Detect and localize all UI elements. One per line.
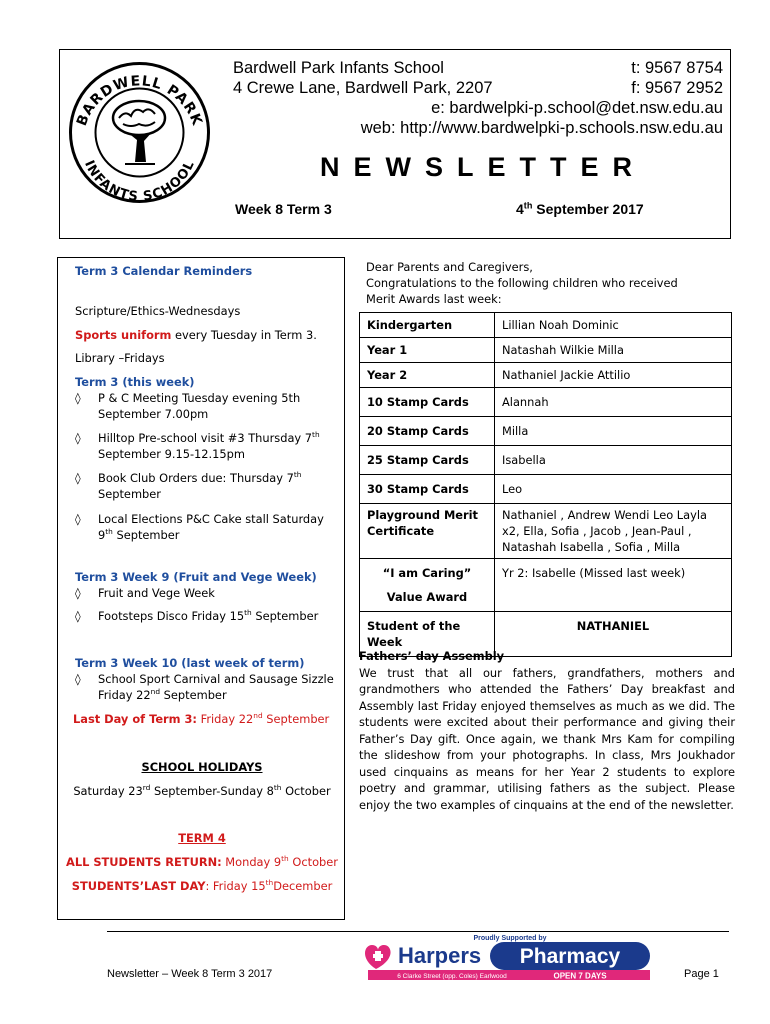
congrats: Congratulations to the following children who received Merit Awards last week: (366, 276, 678, 306)
school-address: 4 Crewe Lane, Bardwell Park, 2207 (233, 79, 493, 97)
award-recipients: Isabella (495, 446, 732, 475)
table-row (360, 504, 732, 559)
award-recipients: Alannah (495, 388, 732, 417)
reminder-item: School Sport Carnival and Sausage Sizzle Friday 22nd September (98, 672, 334, 702)
award-category: Year 1 (360, 338, 495, 363)
table-row (360, 313, 732, 338)
sponsor-tagline: Proudly Supported by (473, 935, 547, 942)
diamond-bullet-icon: ◊ (75, 431, 81, 445)
reminder-item: Book Club Orders due: Thursday 7th September (98, 470, 302, 501)
diamond-bullet-icon: ◊ (75, 512, 81, 526)
school-fax: f: 9567 2952 (631, 79, 723, 97)
table-row (360, 338, 732, 363)
award-recipients: Lillian Noah Dominic (495, 313, 732, 338)
students-last-day: STUDENTS’LAST DAY: Friday 15thDecember (71, 878, 333, 893)
school-phone: t: 9567 8754 (631, 59, 723, 77)
school-email[interactable]: e: bardwelpki-p.school@det.nsw.edu.au (431, 99, 723, 117)
award-category: Kindergarten (360, 313, 495, 338)
holidays-dates: Saturday 23rd September-Sunday 8th October (73, 783, 331, 798)
footer-label: Newsletter – Week 8 Term 3 2017 (107, 968, 273, 980)
logo-bottom-text: INFANTS SCHOOL (81, 158, 198, 205)
merit-awards-table (359, 312, 732, 657)
issue-date: 4th September 2017 (516, 200, 644, 217)
article-title: Fathers’ day Assembly (359, 649, 505, 663)
week-term: Week 8 Term 3 (235, 201, 332, 217)
library-note: Library –Fridays (75, 351, 165, 365)
page-number: Page 1 (684, 968, 719, 980)
newsletter-title: NEWSLETTER (320, 152, 646, 182)
award-category: 25 Stamp Cards (360, 446, 495, 475)
week10-heading: Term 3 Week 10 (last week of term) (75, 656, 305, 670)
sponsor-address: 6 Clarke Street (opp. Coles) Earlwood (397, 973, 507, 980)
sponsor-name-2: Pharmacy (519, 945, 621, 968)
school-name: Bardwell Park Infants School (233, 59, 444, 77)
award-category: Student of the Week (360, 612, 495, 657)
award-category: Year 2 (360, 363, 495, 388)
award-category: 20 Stamp Cards (360, 417, 495, 446)
school-web[interactable]: web: http://www.bardwelpki-p.schools.nsw.edu.au (360, 119, 723, 137)
logo-top-text: BARDWELL PARK (73, 73, 206, 129)
award-recipients: Nathaniel , Andrew Wendi Leo Layla x2, Ella, Sofia , Jacob , Jean-Paul , Natashah Isabella , Sofia , Milla (495, 504, 732, 559)
sponsor-name-1: Harpers (398, 943, 482, 968)
award-category-line: “I am Caring” (382, 566, 472, 580)
greeting: Dear Parents and Caregivers, (366, 260, 533, 274)
this-week-heading: Term 3 (this week) (75, 375, 195, 389)
award-recipients: Nathaniel Jackie Attilio (495, 363, 732, 388)
sponsor-open: OPEN 7 DAYS (553, 971, 607, 981)
diamond-bullet-icon: ◊ (75, 471, 81, 485)
school-contact (233, 58, 723, 138)
reminders-heading: Term 3 Calendar Reminders (75, 264, 253, 278)
award-category-line: Value Award (386, 590, 468, 604)
diamond-bullet-icon: ◊ (75, 609, 81, 623)
award-recipients: Milla (495, 417, 732, 446)
table-row (360, 363, 732, 388)
award-recipients: Yr 2: Isabelle (Missed last week) (495, 559, 732, 612)
diamond-bullet-icon: ◊ (75, 672, 81, 686)
table-row (360, 417, 732, 446)
table-row (360, 446, 732, 475)
week9-heading: Term 3 Week 9 (Fruit and Vege Week) (75, 570, 317, 584)
calendar-reminders-box (57, 257, 345, 920)
scripture-note: Scripture/Ethics-Wednesdays (75, 304, 241, 318)
reminder-item: Fruit and Vege Week (98, 586, 215, 600)
reminder-item: P & C Meeting Tuesday evening 5th September 7.00pm (98, 391, 301, 421)
award-recipients: NATHANIEL (495, 612, 732, 657)
award-category (360, 559, 495, 612)
fathers-day-article (359, 648, 735, 813)
diamond-bullet-icon: ◊ (75, 391, 81, 405)
table-row (360, 388, 732, 417)
award-category: 10 Stamp Cards (360, 388, 495, 417)
article-body: We trust that all our fathers, grandfathers, mothers and grandmothers who attended the Fathers’ Day breakfast and Assembly last Friday enjoyed themselves as much as we did. The students were excited about their performance and giving their Father’s Day gift. Once again, we thank Mrs Kam for compiling the slideshow from your photographs. In class, Mrs Joukhador used cinquains as means for her Year 2 students to explore poetry and grammar, utilising fathers as the subject. Please enjoy the two examples of cinquains at the end of the newsletter. (359, 665, 735, 812)
heart-icon (365, 945, 391, 969)
students-return: ALL STUDENTS RETURN: Monday 9th October (66, 854, 338, 869)
reminder-item: Footsteps Disco Friday 15th September (98, 608, 319, 623)
award-category: Playground Merit Certificate (360, 504, 495, 559)
table-row (360, 475, 732, 504)
last-day-term3: Last Day of Term 3: Friday 22nd September (73, 711, 330, 726)
diamond-bullet-icon: ◊ (75, 586, 81, 600)
sponsor-logo (362, 933, 652, 981)
tree-icon (113, 101, 165, 164)
school-logo (67, 60, 212, 205)
reminder-item: Hilltop Pre-school visit #3 Thursday 7th September 9.15-12.15pm (98, 430, 320, 461)
intro-text (366, 259, 706, 307)
svg-text:INFANTS SCHOOL (81, 158, 198, 205)
holidays-heading: SCHOOL HOLIDAYS (141, 760, 263, 774)
sports-uniform-note: Sports uniform every Tuesday in Term 3. (75, 328, 317, 342)
award-recipients: Natashah Wilkie Milla (495, 338, 732, 363)
term4-heading: TERM 4 (178, 831, 226, 845)
award-recipients: Leo (495, 475, 732, 504)
footer-divider (107, 931, 729, 932)
table-row (360, 559, 732, 612)
award-category: 30 Stamp Cards (360, 475, 495, 504)
reminder-item: Local Elections P&C Cake stall Saturday 9th September (98, 512, 324, 542)
